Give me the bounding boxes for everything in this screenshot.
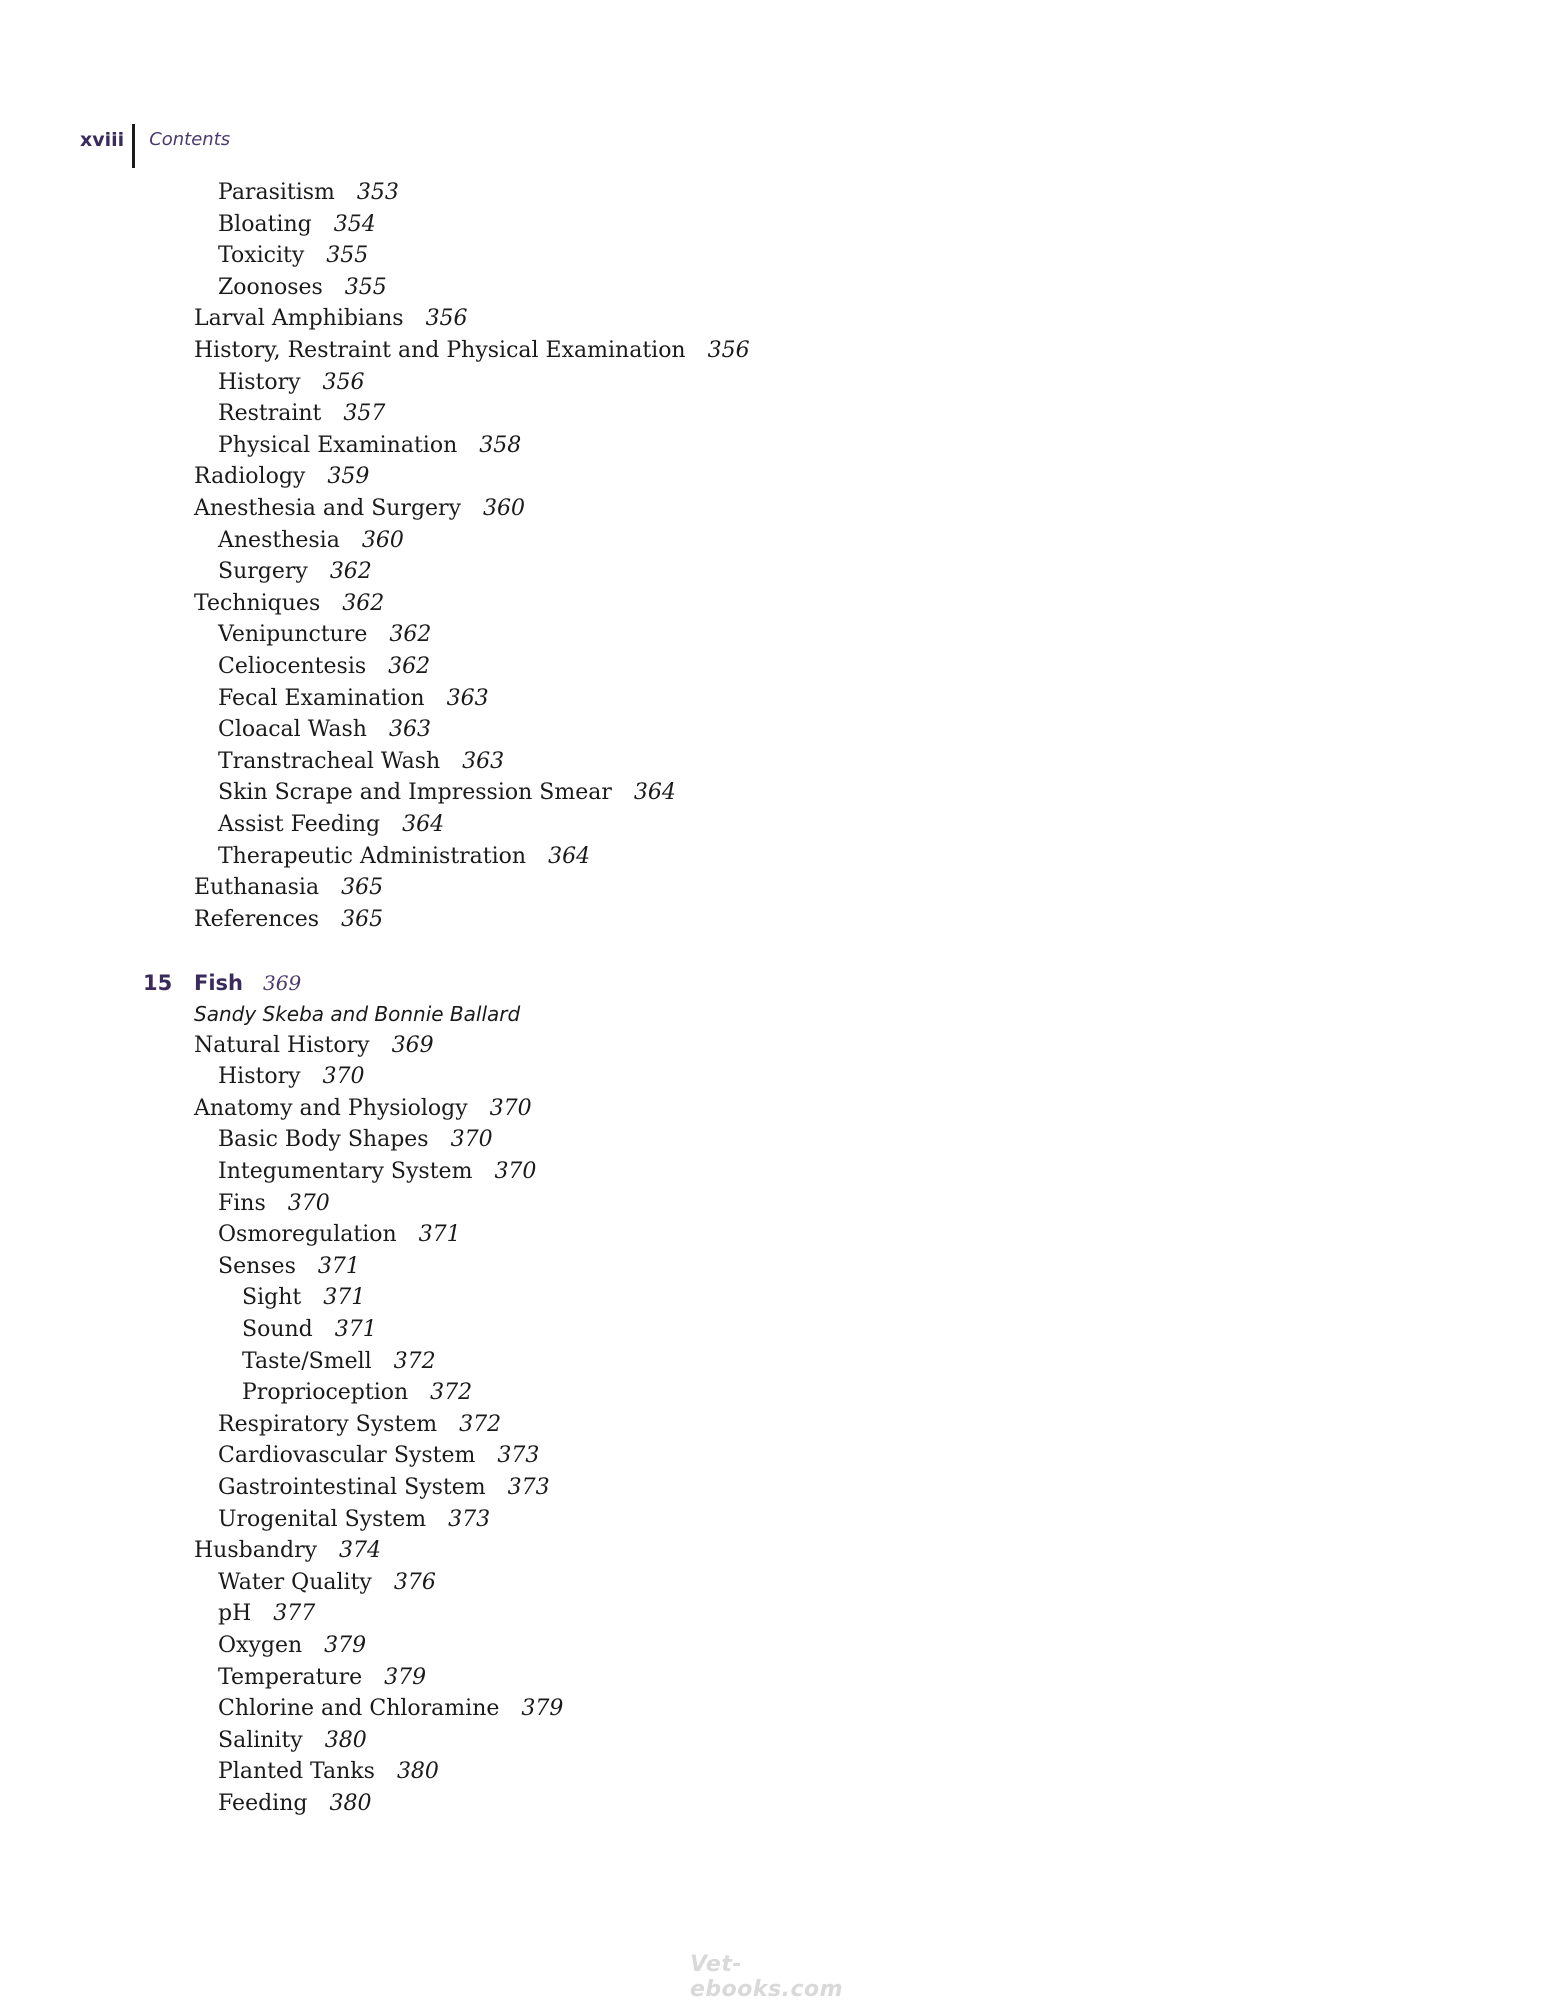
- toc-entry-page: 365: [341, 875, 384, 901]
- toc-entry-page: 369: [391, 1032, 434, 1058]
- toc-entry[interactable]: [218, 1189, 330, 1219]
- toc-entry-title: Euthanasia: [194, 875, 320, 901]
- toc-entry-title: Planted Tanks: [218, 1759, 375, 1785]
- toc-entry-title: Zoonoses: [218, 274, 323, 300]
- toc-entry-title: History: [218, 369, 301, 395]
- toc-entry[interactable]: [218, 557, 372, 587]
- toc-entry-page: 374: [339, 1538, 382, 1564]
- toc-entry[interactable]: [218, 399, 385, 429]
- toc-entry[interactable]: [218, 1410, 501, 1440]
- toc-entry-title: pH: [218, 1601, 252, 1627]
- toc-entry-title: Feeding: [218, 1791, 308, 1816]
- toc-entry-page: 373: [448, 1506, 491, 1532]
- toc-entry-title: Senses: [218, 1253, 296, 1279]
- toc-entry[interactable]: [218, 810, 444, 840]
- toc-entry-page: 358: [479, 432, 522, 458]
- toc-entry[interactable]: [218, 1694, 563, 1724]
- toc-entry[interactable]: [218, 368, 365, 398]
- toc-entry[interactable]: [242, 1315, 377, 1345]
- toc-entry-page: 371: [334, 1317, 377, 1342]
- toc-entry[interactable]: [218, 715, 431, 745]
- toc-entry[interactable]: [218, 1757, 439, 1787]
- chapter-number: 15: [143, 971, 173, 996]
- toc-entry-title: History, Restraint and Physical Examination: [194, 338, 686, 363]
- toc-entry-title: Proprioception: [242, 1380, 409, 1406]
- toc-entry[interactable]: [218, 778, 676, 808]
- toc-entry-title: Anesthesia: [218, 527, 340, 553]
- running-header: [80, 124, 230, 168]
- toc-entry-title: Restraint: [218, 401, 322, 427]
- toc-entry-title: Anatomy and Physiology: [194, 1095, 468, 1121]
- toc-entry[interactable]: [218, 1505, 490, 1535]
- toc-entry[interactable]: [218, 1125, 493, 1155]
- toc-entry[interactable]: [194, 1094, 532, 1124]
- toc-entry-title: Venipuncture: [218, 622, 368, 648]
- toc-entry-page: 370: [494, 1159, 537, 1184]
- toc-entry-title: Basic Body Shapes: [218, 1127, 429, 1153]
- toc-entry-page: 356: [425, 306, 468, 332]
- toc-entry-page: 363: [462, 748, 505, 774]
- toc-entry[interactable]: [218, 210, 376, 240]
- toc-entry-title: History: [218, 1064, 301, 1090]
- toc-entry[interactable]: [194, 1536, 381, 1566]
- toc-entry-title: Natural History: [194, 1032, 370, 1058]
- chapter-page: 369: [263, 971, 302, 996]
- running-title: Contents: [149, 129, 231, 150]
- toc-entry[interactable]: [218, 1789, 371, 1819]
- toc-entry-page: 371: [323, 1285, 366, 1311]
- toc-entry[interactable]: [242, 1378, 472, 1408]
- toc-entry-page: 373: [497, 1443, 540, 1469]
- toc-entry-page: 377: [273, 1601, 316, 1627]
- toc-entry-title: Osmoregulation: [218, 1222, 397, 1248]
- toc-entry[interactable]: [218, 1473, 550, 1503]
- toc-entry[interactable]: [194, 873, 383, 903]
- toc-entry-title: Cardiovascular System: [218, 1443, 476, 1469]
- toc-entry[interactable]: [218, 526, 404, 556]
- toc-entry-page: 372: [430, 1380, 473, 1406]
- chapter-title: Fish: [194, 971, 243, 996]
- toc-entry-page: 379: [384, 1664, 427, 1690]
- toc-entry-title: Integumentary System: [218, 1159, 473, 1184]
- toc-entry[interactable]: [218, 241, 368, 271]
- toc-entry[interactable]: [194, 304, 468, 334]
- toc-entry-page: 362: [329, 559, 372, 585]
- toc-entry-page: 362: [388, 654, 431, 679]
- toc-entry[interactable]: [218, 842, 590, 872]
- toc-entry-page: 360: [483, 496, 525, 521]
- toc-entry[interactable]: [218, 1663, 426, 1693]
- toc-entry-title: Cloacal Wash: [218, 717, 367, 743]
- toc-entry-title: Larval Amphibians: [194, 306, 404, 332]
- toc-entry[interactable]: [218, 1441, 539, 1471]
- toc-entry-page: 370: [287, 1190, 330, 1216]
- toc-entry-page: 372: [459, 1411, 502, 1437]
- toc-entry-title: Bloating: [218, 211, 312, 237]
- toc-entry-title: Husbandry: [194, 1538, 318, 1564]
- toc-entry-title: Gastrointestinal System: [218, 1475, 486, 1500]
- toc-entry[interactable]: [194, 462, 369, 492]
- toc-entry-page: 359: [327, 464, 370, 490]
- toc-entry-title: References: [194, 906, 320, 932]
- toc-entry-title: Fecal Examination: [218, 685, 425, 711]
- toc-entry-page: 365: [341, 906, 384, 932]
- toc-entry-title: Surgery: [218, 559, 308, 585]
- toc-entry-title: Sound: [242, 1317, 313, 1342]
- toc-entry-title: Salinity: [218, 1727, 303, 1753]
- toc-entry-page: 370: [489, 1095, 532, 1121]
- toc-entry-page: 364: [548, 843, 591, 869]
- toc-entry-page: 373: [507, 1475, 550, 1500]
- toc-entry[interactable]: [218, 620, 431, 650]
- toc-entry-page: 363: [446, 685, 489, 711]
- toc-entry-title: Water Quality: [218, 1569, 372, 1595]
- toc-entry-page: 379: [521, 1696, 564, 1722]
- toc-entry[interactable]: [218, 1599, 315, 1629]
- toc-entry-page: 357: [343, 401, 386, 427]
- toc-entry[interactable]: [218, 1726, 367, 1756]
- toc-entry[interactable]: [194, 494, 525, 524]
- toc-entry-page: 354: [333, 211, 376, 237]
- toc-entry-page: 364: [633, 780, 676, 806]
- toc-entry-page: 380: [324, 1727, 367, 1753]
- toc-entry-title: Skin Scrape and Impression Smear: [218, 780, 612, 806]
- toc-entry-page: 356: [707, 338, 750, 363]
- page-number: xviii: [80, 129, 125, 151]
- chapter-authors: Sandy Skeba and Bonnie Ballard: [194, 1002, 521, 1026]
- toc-entry[interactable]: [242, 1283, 365, 1313]
- toc-entry[interactable]: [218, 1631, 366, 1661]
- toc-entry[interactable]: [218, 1220, 461, 1250]
- toc-entry-page: 372: [393, 1348, 436, 1374]
- toc-entry[interactable]: [218, 178, 399, 208]
- toc-entry-title: Physical Examination: [218, 432, 458, 458]
- toc-entry-page: 362: [342, 590, 385, 616]
- toc-entry-title: Anesthesia and Surgery: [194, 496, 461, 521]
- toc-entry-title: Urogenital System: [218, 1506, 427, 1532]
- toc-entry-page: 370: [322, 1064, 365, 1090]
- toc-entry-page: 370: [450, 1127, 493, 1153]
- toc-entry-title: Taste/Smell: [242, 1348, 372, 1374]
- toc-entry[interactable]: [218, 273, 387, 303]
- toc-entry[interactable]: [194, 1031, 434, 1061]
- toc-entry[interactable]: [194, 336, 750, 366]
- toc-entry-page: 376: [393, 1569, 436, 1595]
- toc-entry-title: Techniques: [194, 590, 321, 616]
- toc-entry[interactable]: [218, 1062, 365, 1092]
- toc-entry-page: 379: [324, 1633, 367, 1658]
- toc-entry[interactable]: [218, 1568, 436, 1598]
- toc-entry-page: 364: [402, 812, 445, 837]
- toc-entry[interactable]: [194, 905, 383, 935]
- toc-entry-title: Oxygen: [218, 1633, 303, 1658]
- toc-entry[interactable]: [218, 1252, 360, 1282]
- chapter-heading[interactable]: [194, 968, 301, 998]
- toc-entry-page: 371: [418, 1222, 461, 1248]
- toc-entry-page: 360: [361, 527, 404, 553]
- toc-entry-title: Temperature: [218, 1664, 363, 1690]
- toc-entry[interactable]: [218, 747, 504, 777]
- toc-entry-title: Therapeutic Administration: [218, 843, 527, 869]
- toc-entry-page: 363: [388, 717, 431, 743]
- toc-entry[interactable]: [218, 652, 430, 682]
- toc-entry-page: 355: [344, 274, 387, 300]
- toc-entry-title: Chlorine and Chloramine: [218, 1696, 500, 1722]
- toc-entry-title: Respiratory System: [218, 1411, 438, 1437]
- toc-entry-title: Radiology: [194, 464, 306, 490]
- toc-entry-page: 380: [396, 1759, 439, 1785]
- toc-entry[interactable]: [218, 1157, 536, 1187]
- toc-entry-page: 371: [317, 1253, 360, 1279]
- toc-entry[interactable]: [242, 1347, 436, 1377]
- toc-entry-page: 355: [326, 243, 369, 269]
- toc-entry[interactable]: [218, 684, 489, 714]
- watermark-text: Vet-ebooks.com: [690, 1952, 844, 2002]
- toc-entry-title: Sight: [242, 1285, 302, 1311]
- watermark-logo: [690, 1952, 880, 2002]
- toc-entry-page: 356: [322, 369, 365, 395]
- toc-entry-title: Parasitism: [218, 180, 335, 205]
- toc-entry-page: 353: [356, 180, 399, 205]
- toc-entry-title: Celiocentesis: [218, 654, 367, 679]
- toc-entry[interactable]: [194, 589, 384, 619]
- toc-entry-page: 380: [329, 1791, 372, 1816]
- toc-entry[interactable]: [218, 431, 521, 461]
- toc-entry-title: Fins: [218, 1190, 266, 1216]
- toc-entry-page: 362: [389, 622, 432, 648]
- toc-entry-title: Transtracheal Wash: [218, 748, 441, 774]
- toc-entry-title: Toxicity: [218, 243, 305, 269]
- toc-entry-title: Assist Feeding: [218, 812, 381, 837]
